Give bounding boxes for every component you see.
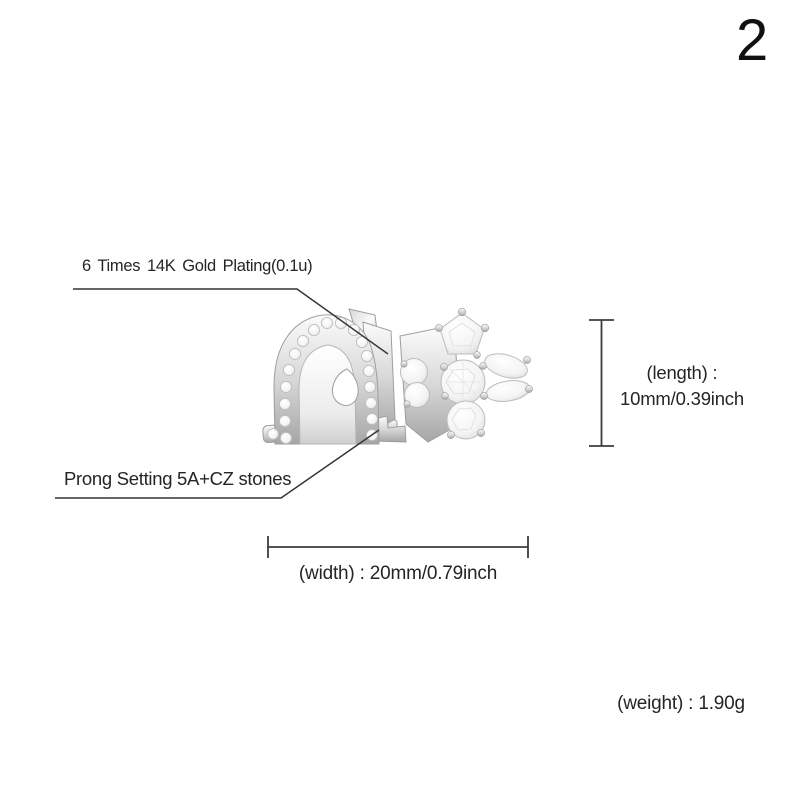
callout-line-gold-plating xyxy=(73,289,388,354)
length-title: (length) : xyxy=(646,362,718,383)
width-dimension-label: (width) : 20mm/0.79inch xyxy=(298,563,498,584)
weight-label: (weight) : 1.90g xyxy=(617,693,745,714)
gold-plating-label: 6 Times 14K Gold Plating(0.1u) xyxy=(82,257,313,275)
width-dimension-line xyxy=(268,536,528,558)
length-value: 10mm/0.39inch xyxy=(620,388,744,409)
product-index-number: 2 xyxy=(736,8,769,73)
prong-setting-label: Prong Setting 5A+CZ stones xyxy=(64,468,292,489)
length-dimension-label xyxy=(598,360,766,412)
